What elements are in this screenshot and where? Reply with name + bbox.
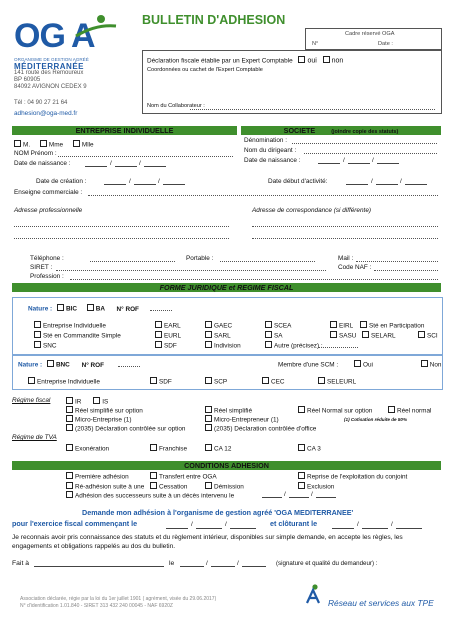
- footer-slogan: Réseau et services aux TPE: [328, 598, 434, 608]
- exercice-end-day[interactable]: [332, 528, 354, 529]
- forme-option-2-3[interactable]: Autre (précisez) :: [265, 341, 323, 350]
- adresse-pro-line1[interactable]: [14, 226, 229, 227]
- societe-bar: SOCIETE (joindre copie des statuts): [241, 126, 441, 135]
- dirigeant-field[interactable]: [304, 153, 437, 154]
- forme-option-1-5-checkbox[interactable]: [362, 331, 369, 338]
- civility-m-checkbox[interactable]: [14, 140, 21, 147]
- forme-option-1-3-checkbox[interactable]: [265, 331, 272, 338]
- tva-option-0-checkbox[interactable]: [66, 444, 73, 451]
- forme-option-1-6-checkbox[interactable]: [418, 331, 425, 338]
- footer-logo-icon: [304, 584, 322, 604]
- condition-option-7[interactable]: Adhésion des successeurs suite à un décès intervenu le: [66, 491, 234, 500]
- condition-option-4-checkbox[interactable]: [150, 482, 157, 489]
- debut-activite-label: Date début d'activité:: [268, 178, 328, 185]
- rof-bic-field[interactable]: [150, 310, 172, 311]
- demande-line2: pour l'exercice fiscal commençant le: [12, 519, 138, 528]
- regime-option-3[interactable]: Réel normal: [388, 406, 431, 415]
- exercice-start-day[interactable]: [166, 528, 188, 529]
- bnc-option-3[interactable]: CEC: [262, 377, 285, 386]
- bnc-option-4[interactable]: SELEURL: [318, 377, 356, 386]
- condition-option-6-checkbox[interactable]: [298, 482, 305, 489]
- debut-month[interactable]: [376, 184, 398, 185]
- footer-line2: N° d'identification 1.01.840 - SIRET 313 432 240 00045 - NAF 6920Z: [20, 603, 173, 609]
- forme-option-1-4[interactable]: SASU: [330, 331, 356, 340]
- condition-option-7-checkbox[interactable]: [66, 491, 73, 498]
- regime-option-1[interactable]: Réel simplifié: [205, 406, 252, 415]
- telephone-label: Téléphone :: [30, 255, 64, 262]
- regime-option-7-checkbox[interactable]: [66, 424, 73, 431]
- bnc-option-2-checkbox[interactable]: [205, 377, 212, 384]
- forme-option-0-3-checkbox[interactable]: [265, 321, 272, 328]
- forme-option-0-5-checkbox[interactable]: [360, 321, 367, 328]
- regime-option-1-checkbox[interactable]: [205, 406, 212, 413]
- condition-option-3[interactable]: Ré-adhésion suite à une: [66, 482, 144, 491]
- collaborator-label: Nom du Collaborateur :: [147, 103, 205, 109]
- regime-option-5[interactable]: Micro-Entrepreneur (1): [205, 415, 279, 424]
- bic-checkbox[interactable]: [57, 304, 64, 311]
- collaborator-field[interactable]: [190, 109, 435, 110]
- condition-option-1-checkbox[interactable]: [150, 472, 157, 479]
- mail-label: Mail :: [338, 255, 354, 262]
- ei-birthdate-year[interactable]: [144, 166, 166, 167]
- address-line1: 141 route des Remoureux: [14, 70, 84, 76]
- profession-field[interactable]: [70, 279, 438, 280]
- enseigne-label: Enseigne commerciale :: [14, 189, 83, 196]
- bnc-option-0-checkbox[interactable]: [28, 377, 35, 384]
- deces-day[interactable]: [262, 497, 282, 498]
- page-title: BULLETIN D'ADHESION: [142, 13, 286, 27]
- nom-prenom-field[interactable]: [58, 156, 233, 157]
- forme-option-0-4[interactable]: EIRL: [330, 321, 353, 330]
- bnc-option-0[interactable]: Entreprise Individuelle: [28, 377, 100, 386]
- forme-option-0-1[interactable]: EARL: [155, 321, 181, 330]
- fait-day[interactable]: [180, 566, 204, 567]
- ei-birthdate-label: Date de naissance :: [14, 160, 71, 167]
- condition-option-5-checkbox[interactable]: [205, 482, 212, 489]
- scm-oui-checkbox[interactable]: [354, 360, 361, 367]
- bnc-option-3-checkbox[interactable]: [262, 377, 269, 384]
- is-checkbox[interactable]: [93, 397, 100, 404]
- regime-option-4[interactable]: Micro-Entreprise (1): [66, 415, 131, 424]
- footer-line1: Association déclarée, régie par la loi du 1er juillet 1901 ( agrément, visée du 29.06.2017): [20, 596, 217, 602]
- le-label: le: [169, 560, 175, 567]
- bnc-option-2[interactable]: SCP: [205, 377, 227, 386]
- denomination-field[interactable]: [292, 143, 437, 144]
- logo-subtitle: ORGANISME DE GESTION AGRÉÉ: [14, 57, 89, 62]
- forme-option-0-0-checkbox[interactable]: [34, 321, 41, 328]
- tva-option-3[interactable]: CA 3: [298, 444, 321, 453]
- forme-option-0-1-checkbox[interactable]: [155, 321, 162, 328]
- dirigeant-label: Nom du dirigeant :: [244, 147, 297, 154]
- forme-option-2-1-checkbox[interactable]: [155, 341, 162, 348]
- forme-option-2-2[interactable]: Indivision: [205, 341, 241, 350]
- rof-bnc-field[interactable]: [118, 366, 140, 367]
- debut-year[interactable]: [405, 184, 427, 185]
- forme-option-1-3[interactable]: SA: [265, 331, 283, 340]
- denomination-label: Dénomination :: [244, 137, 287, 144]
- autre-precisez-field[interactable]: [318, 347, 358, 348]
- regime-option-8[interactable]: (2035) Déclaration contrôlée d'office: [205, 424, 316, 433]
- forme-option-0-2-checkbox[interactable]: [205, 321, 212, 328]
- reserved-date: Date :: [378, 41, 393, 47]
- email-address[interactable]: adhesion@oga-med.fr: [14, 110, 78, 117]
- regime-option-0-checkbox[interactable]: [66, 406, 73, 413]
- civility-mlle-checkbox[interactable]: [73, 140, 80, 147]
- ei-birthdate-day[interactable]: [85, 166, 107, 167]
- adresse-corr-label: Adresse de correspondance (si différente): [252, 207, 372, 214]
- regime-option-7[interactable]: (2035) Déclaration contrôlée sur option: [66, 424, 185, 433]
- svg-text:A: A: [71, 17, 96, 55]
- naf-label: Code NAF :: [338, 264, 372, 271]
- regime-fiscal-label: Régime fiscal: [12, 397, 51, 404]
- adresse-pro-line2[interactable]: [14, 238, 229, 239]
- expert-coords-label: Coordonnées ou cachet de l'Expert Comptable: [147, 67, 263, 73]
- condition-option-3-checkbox[interactable]: [66, 482, 73, 489]
- fait-a-field[interactable]: [34, 566, 164, 567]
- conditions-bar: CONDITIONS ADHESION: [12, 461, 441, 470]
- regime-option-8-checkbox[interactable]: [205, 424, 212, 431]
- tva-option-1[interactable]: Franchise: [150, 444, 187, 453]
- portable-field[interactable]: [220, 261, 315, 262]
- portable-label: Portable :: [186, 255, 214, 262]
- forme-option-2-3-checkbox[interactable]: [265, 341, 272, 348]
- forme-option-2-2-checkbox[interactable]: [205, 341, 212, 348]
- regime-tva-label: Régime de TVA: [12, 434, 57, 441]
- forme-option-2-1[interactable]: SDF: [155, 341, 177, 350]
- debut-day[interactable]: [346, 184, 368, 185]
- condition-option-0-checkbox[interactable]: [66, 472, 73, 479]
- forme-option-1-2[interactable]: SARL: [205, 331, 231, 340]
- exercice-end-month[interactable]: [362, 528, 388, 529]
- creation-year[interactable]: [163, 184, 185, 185]
- exercice-start-month[interactable]: [196, 528, 222, 529]
- ei-birthdate-month[interactable]: [115, 166, 137, 167]
- creation-month[interactable]: [134, 184, 156, 185]
- tva-option-3-checkbox[interactable]: [298, 444, 305, 451]
- reserved-number: N°: [312, 41, 319, 47]
- enseigne-field[interactable]: [88, 195, 438, 196]
- forme-option-1-6[interactable]: SCI: [418, 331, 438, 340]
- ba-checkbox[interactable]: [87, 304, 94, 311]
- expert-oui-checkbox[interactable]: [298, 56, 305, 63]
- signature-label: (signature et qualité du demandeur) :: [276, 560, 378, 567]
- soc-birthdate-month[interactable]: [348, 163, 370, 164]
- regime-option-4-checkbox[interactable]: [66, 415, 73, 422]
- fait-a-label: Fait à: [12, 560, 29, 567]
- condition-option-5[interactable]: Démission: [205, 482, 244, 491]
- forme-option-1-1-checkbox[interactable]: [155, 331, 162, 338]
- civility-row: M. Mme Mlle: [14, 140, 94, 149]
- scm-row: Membre d'une SCM : Oui Non: [278, 361, 442, 369]
- adresse-corr-line2[interactable]: [252, 238, 438, 239]
- fait-year[interactable]: [242, 566, 266, 567]
- bnc-checkbox[interactable]: [47, 360, 54, 367]
- forme-juridique-bar: FORME JURIDIQUE et REGIME FISCAL: [12, 283, 441, 292]
- telephone-field[interactable]: [90, 261, 175, 262]
- ir-is-row: IR IS: [66, 397, 108, 406]
- exercice-end-year[interactable]: [396, 528, 422, 529]
- bnc-option-4-checkbox[interactable]: [318, 377, 325, 384]
- expert-non-checkbox[interactable]: [323, 56, 330, 63]
- cotisation-note: (1) Cotisation réduite de 50%: [344, 417, 408, 422]
- forme-option-0-0[interactable]: Entreprise Individuelle: [34, 321, 106, 330]
- soc-birthdate-label: Date de naissance :: [244, 157, 301, 164]
- ir-checkbox[interactable]: [66, 397, 73, 404]
- soc-birthdate-year[interactable]: [377, 163, 399, 164]
- exercice-start-year[interactable]: [230, 528, 256, 529]
- bnc-option-1[interactable]: SDF: [150, 377, 172, 386]
- forme-option-1-1[interactable]: EURL: [155, 331, 181, 340]
- forme-option-0-4-checkbox[interactable]: [330, 321, 337, 328]
- regime-option-5-checkbox[interactable]: [205, 415, 212, 422]
- condition-option-4[interactable]: Cessation: [150, 482, 187, 491]
- siret-field[interactable]: [56, 270, 326, 271]
- forme-option-2-0[interactable]: SNC: [34, 341, 57, 350]
- profession-label: Profession :: [30, 273, 64, 280]
- address-line3: 84092 AVIGNON CEDEX 9: [14, 84, 87, 90]
- tva-option-0[interactable]: Exonération: [66, 444, 109, 453]
- reserved-title: Cadre réservé OGA: [345, 31, 395, 37]
- tva-option-2[interactable]: CA 12: [205, 444, 231, 453]
- forme-option-0-3[interactable]: SCEA: [265, 321, 291, 330]
- soc-birthdate-day[interactable]: [318, 163, 340, 164]
- regime-option-3-checkbox[interactable]: [388, 406, 395, 413]
- bnc-option-1-checkbox[interactable]: [150, 377, 157, 384]
- forme-option-0-2[interactable]: GAEC: [205, 321, 232, 330]
- condition-option-0[interactable]: Première adhésion: [66, 472, 129, 481]
- siret-label: SIRET :: [30, 264, 53, 271]
- forme-option-1-0-checkbox[interactable]: [34, 331, 41, 338]
- deces-month[interactable]: [289, 497, 309, 498]
- phone-number: Tél : 04 90 27 21 64: [14, 100, 68, 106]
- creation-date-label: Date de création :: [36, 178, 87, 185]
- forme-option-0-5[interactable]: Sté en Participation: [360, 321, 424, 330]
- logo-region: MÉDITERRANÉE: [14, 62, 85, 71]
- condition-option-1[interactable]: Transfert entre OGA: [150, 472, 217, 481]
- forme-option-1-2-checkbox[interactable]: [205, 331, 212, 338]
- nom-prenom-label: NOM Prénom :: [14, 150, 57, 157]
- condition-option-6[interactable]: Exclusion: [298, 482, 334, 491]
- creation-day[interactable]: [104, 184, 126, 185]
- address-line2: BP 60905: [14, 77, 41, 83]
- tva-option-1-checkbox[interactable]: [150, 444, 157, 451]
- civility-mme-checkbox[interactable]: [40, 140, 47, 147]
- fait-month[interactable]: [211, 566, 235, 567]
- forme-option-1-0[interactable]: Sté en Commandite Simple: [34, 331, 121, 340]
- cloturant-label: et clôturant le: [270, 519, 318, 528]
- forme-option-1-4-checkbox[interactable]: [330, 331, 337, 338]
- regime-option-2[interactable]: Réel Normal sur option: [298, 406, 372, 415]
- naf-field[interactable]: [374, 270, 438, 271]
- forme-option-1-5[interactable]: SELARL: [362, 331, 396, 340]
- adresse-corr-line1[interactable]: [252, 226, 438, 227]
- regime-option-0[interactable]: Réel simplifié sur option: [66, 406, 143, 415]
- nature-bnc-row: Nature : BNC N° ROF: [18, 361, 105, 369]
- tva-option-2-checkbox[interactable]: [205, 444, 212, 451]
- scm-non-checkbox[interactable]: [421, 360, 428, 367]
- expert-question: Déclaration fiscale établie par un Expert Comptable oui non: [147, 57, 344, 65]
- condition-option-2[interactable]: Reprise de l'exploitation du conjoint: [298, 472, 407, 481]
- nature-bic-row: Nature : BIC BA N° ROF: [28, 305, 139, 313]
- adresse-pro-label: Adresse professionnelle: [14, 207, 83, 214]
- regime-option-2-checkbox[interactable]: [298, 406, 305, 413]
- logo: [14, 14, 124, 62]
- entreprise-bar: ENTREPRISE INDIVIDUELLE: [12, 126, 237, 135]
- svg-text:OG: OG: [14, 17, 65, 55]
- mail-field[interactable]: [356, 261, 438, 262]
- forme-option-2-0-checkbox[interactable]: [34, 341, 41, 348]
- demande-line1: Demande mon adhésion à l'organisme de gestion agréé 'OGA MEDITERRANEE': [82, 508, 354, 517]
- engagement-text: Je reconnais avoir pris connaissance des statuts et du règlement intérieur, disponibles sur simple demande, en accepte les règles, les engagements et obligations rappelés au dos du bulletin.: [12, 534, 403, 550]
- condition-option-2-checkbox[interactable]: [298, 472, 305, 479]
- deces-year[interactable]: [316, 497, 336, 498]
